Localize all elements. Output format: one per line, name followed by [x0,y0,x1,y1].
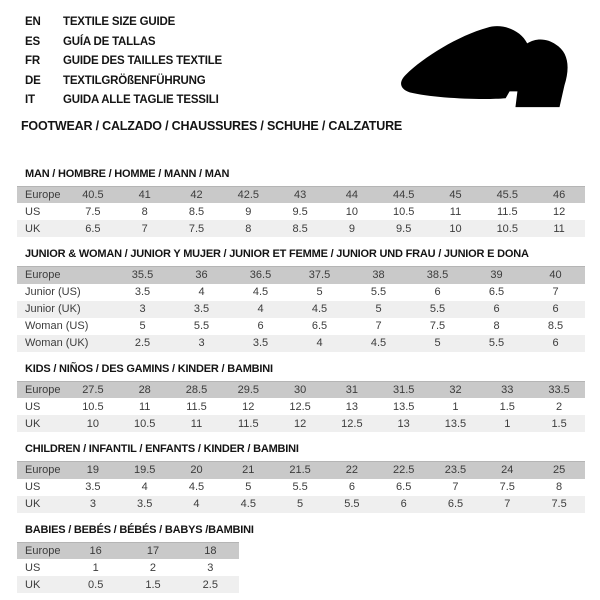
size-cell: 3.5 [85,481,101,493]
size-cell: 11.5 [237,417,259,430]
size-cell: 7 [141,222,148,235]
size-cell: 7 [452,481,459,493]
size-cell: 5.5 [370,286,387,298]
size-cell: 33.5 [548,383,570,396]
row-label: UK [25,578,41,591]
size-cell: 6 [348,481,355,493]
row-label: Woman (US) [25,320,89,332]
guide-title-it: GUIDA ALLE TAGLIE TESSILI [63,94,219,106]
size-cell: 11.5 [496,205,518,218]
size-cell: 6.5 [85,222,101,235]
section-title: JUNIOR & WOMAN / JUNIOR Y MUJER / JUNIOR ET FEMME / JUNIOR UND FRAU / JUNIOR E DONA [25,248,529,260]
size-cell: 8.5 [188,205,205,218]
section-title: MAN / HOMBRE / HOMME / MANN / MAN [25,167,230,180]
guide-title-es: GUÍA DE TALLAS [63,35,156,48]
size-cell: 4.5 [252,286,269,298]
size-table [17,266,585,352]
size-cell: 13 [345,400,358,413]
language-code: ES [25,35,40,48]
size-cell: 2.5 [202,578,218,591]
row-label: Junior (UK) [25,303,81,315]
size-cell: 12.5 [341,417,363,430]
size-cell: 6.5 [488,286,505,298]
table-row [17,398,585,415]
size-cell: 27.5 [82,383,104,396]
row-label: UK [25,417,41,430]
size-cell: 35.5 [131,269,154,282]
size-cell: 5.5 [292,481,308,493]
table-row [17,301,585,318]
dress-shoe-icon [392,16,588,110]
size-cell: 4.5 [240,498,256,510]
size-cell: 31 [345,383,358,396]
size-cell: 30 [293,383,307,396]
size-cell: 7.5 [429,320,446,332]
size-cell: 5 [434,337,441,349]
size-cell: 17 [146,544,160,557]
size-cell: 18 [204,544,217,557]
language-code: IT [25,94,35,106]
table-row [17,186,585,203]
language-code: DE [25,74,41,87]
row-label: US [25,205,41,218]
table-row [17,576,239,593]
size-cell: 5.5 [488,337,505,349]
size-cell: 5 [375,303,382,315]
table-row [17,203,585,220]
size-cell: 7.5 [499,481,515,493]
size-cell: 2.5 [134,337,151,349]
size-cell: 6 [552,337,559,349]
size-cell: 16 [89,544,102,557]
row-label: Europe [25,383,61,396]
size-cell: 28 [138,383,151,396]
table-row [17,415,585,432]
row-label: Europe [25,269,61,282]
row-label: UK [25,222,41,235]
footwear-category-title: FOOTWEAR / CALZADO / CHAUSSURES / SCHUHE / CALZATURE [21,118,403,133]
size-section [0,443,600,513]
size-cell: 40.5 [82,188,104,201]
size-cell: 40 [549,269,562,282]
size-cell: 11 [190,417,203,430]
size-cell: 8 [493,320,500,332]
size-cell: 46 [552,188,566,201]
size-cell: 21.5 [289,464,311,477]
size-cell: 33 [501,383,514,396]
size-table [17,542,239,594]
size-cell: 7 [375,320,382,332]
size-table [17,186,585,238]
size-cell: 22 [345,464,358,477]
table-row [17,559,239,576]
size-table [17,461,585,513]
size-cell: 6 [434,286,441,298]
size-cell: 1.5 [145,578,161,591]
size-cell: 8.5 [292,222,308,235]
size-cell: 39 [490,269,503,282]
row-label: Europe [25,188,61,201]
row-label: Europe [25,544,61,557]
size-cell: 6 [552,303,559,315]
size-cell: 19.5 [133,464,156,477]
size-cell: 8 [141,205,148,218]
guide-title-en: TEXTILE SIZE GUIDE [63,16,176,28]
size-cell: 4.5 [188,481,205,493]
size-cell: 9.5 [396,222,412,235]
size-cell: 10 [449,222,462,235]
size-cell: 4.5 [370,337,387,349]
size-cell: 1.5 [499,400,515,413]
size-cell: 4 [257,303,264,315]
size-cell: 3.5 [137,498,153,510]
size-cell: 1 [504,417,511,430]
row-label: US [25,561,41,574]
size-section [0,248,600,352]
row-label: Europe [25,464,61,477]
size-cell: 7.5 [188,222,205,235]
size-cell: 10 [345,205,358,218]
size-cell: 5.5 [429,303,446,315]
size-cell: 7.5 [85,205,101,218]
size-cell: 9 [245,205,252,218]
row-label: US [25,481,41,493]
size-cell: 7 [504,498,511,510]
size-cell: 4 [141,481,148,493]
size-cell: 1 [92,561,99,574]
size-cell: 3.5 [252,337,269,349]
size-cell: 43 [293,188,307,201]
size-cell: 5.5 [344,498,360,510]
size-section [0,168,600,238]
size-section [0,524,600,594]
size-cell: 10.5 [392,205,415,218]
language-code: FR [25,55,40,67]
size-cell: 2 [149,561,157,574]
size-tables [0,168,600,594]
size-cell: 13.5 [392,400,415,413]
row-label: Woman (UK) [25,337,89,349]
size-cell: 5 [245,481,252,493]
size-cell: 1 [452,400,459,413]
table-row [17,381,585,398]
section-title: CHILDREN / INFANTIL / ENFANTS / KINDER / BAMBINI [25,443,299,455]
size-cell: 37.5 [308,269,331,282]
size-cell: 12 [242,400,255,413]
size-cell: 36.5 [249,269,272,282]
size-cell: 29.5 [237,383,259,396]
size-cell: 7.5 [551,498,567,510]
size-cell: 45.5 [496,188,518,201]
size-cell: 23.5 [444,464,467,477]
size-cell: 3 [198,337,205,349]
size-cell: 11 [553,222,565,235]
size-cell: 24 [501,464,514,477]
size-cell: 4 [193,498,200,510]
size-cell: 5 [316,286,323,298]
size-cell: 12 [293,417,307,430]
row-label: UK [25,498,41,510]
size-cell: 21 [242,464,255,477]
size-cell: 10.5 [496,222,518,235]
size-cell: 20 [190,464,203,477]
size-cell: 8 [245,222,252,235]
size-cell: 8.5 [547,320,564,332]
table-row [17,479,585,496]
size-cell: 7 [552,286,559,298]
size-cell: 8 [556,481,563,493]
size-cell: 45 [449,188,462,201]
size-cell: 38.5 [426,269,449,282]
language-code: EN [25,16,41,28]
size-table [17,381,585,433]
size-cell: 36 [195,269,208,282]
size-cell: 13.5 [444,417,467,430]
table-row [17,284,585,301]
table-row [17,496,585,513]
size-cell: 41 [138,188,151,201]
table-row [17,462,585,479]
size-cell: 10 [86,417,100,430]
size-cell: 42 [190,188,203,201]
size-cell: 5 [139,320,146,332]
section-title: KIDS / NIÑOS / DES GAMINS / KINDER / BAMBINI [25,362,273,375]
table-row [17,335,585,352]
size-cell: 38 [372,269,385,282]
size-cell: 5.5 [193,320,210,332]
size-cell: 6 [400,498,407,510]
size-cell: 3.5 [193,303,210,315]
size-cell: 12 [552,205,566,218]
size-cell: 25 [552,464,566,477]
size-cell: 10.5 [133,417,156,430]
size-cell: 44.5 [392,188,415,201]
size-cell: 3.5 [134,286,151,298]
guide-title-de: TEXTILGRÖßENFÜHRUNG [63,74,206,87]
size-cell: 9.5 [292,205,308,218]
row-label: Junior (US) [25,286,81,298]
size-cell: 28.5 [185,383,208,396]
guide-title-fr: GUIDE DES TAILLES TEXTILE [63,55,222,67]
size-cell: 6 [257,320,264,332]
size-cell: 3 [207,561,214,574]
size-cell: 2 [556,400,563,413]
size-cell: 6.5 [447,498,464,510]
size-cell: 11 [449,205,462,218]
size-cell: 4 [316,337,323,349]
size-cell: 3 [139,303,146,315]
size-section [0,363,600,433]
size-cell: 19 [86,464,100,477]
size-cell: 0.5 [88,578,104,591]
size-cell: 3 [89,498,96,510]
size-cell: 6.5 [396,481,412,493]
size-cell: 5 [297,498,304,510]
size-cell: 32 [449,383,462,396]
size-cell: 11.5 [186,400,207,413]
table-row [17,220,585,237]
size-cell: 10.5 [82,400,104,413]
size-cell: 11 [138,400,151,413]
size-cell: 12.5 [289,400,311,413]
size-cell: 31.5 [392,383,415,396]
table-row [17,318,585,335]
size-cell: 4.5 [311,303,328,315]
size-cell: 42.5 [237,188,259,201]
size-cell: 9 [348,222,355,235]
size-cell: 6 [493,303,500,315]
table-row [17,542,239,559]
size-cell: 13 [397,417,410,430]
size-cell: 22.5 [392,464,415,477]
size-cell: 1.5 [551,417,567,430]
size-cell: 4 [198,286,205,298]
section-title: BABIES / BEBÉS / BÉBÉS / BABYS /BAMBINI [25,523,254,536]
size-cell: 44 [345,188,358,201]
size-cell: 6.5 [311,320,328,332]
table-row [17,267,585,284]
row-label: US [25,400,41,413]
